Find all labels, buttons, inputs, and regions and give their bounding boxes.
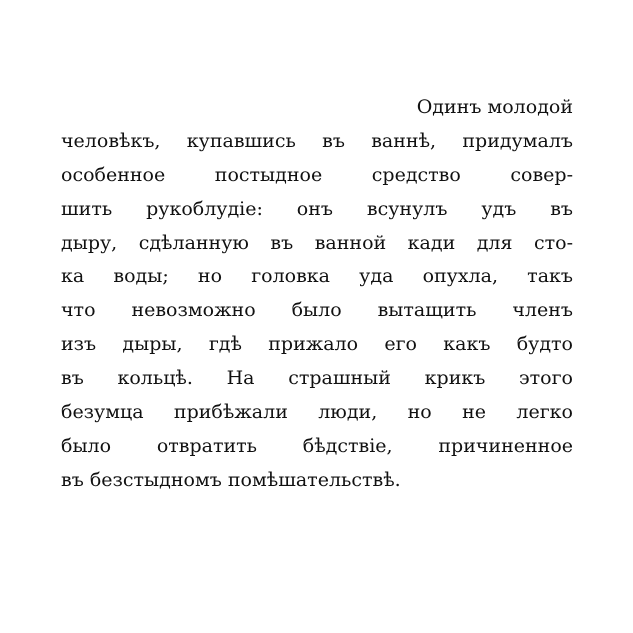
text-line-10: безумца прибѣжали люди, но не легко	[61, 401, 573, 424]
text-line-12: въ безстыдномъ помѣшательствѣ.	[61, 468, 401, 491]
text-line-8: изъ дыры, гдѣ прижало его какъ будто	[61, 333, 573, 356]
text-line-3: особенное постыдное средство совер-	[61, 163, 573, 186]
text-line-1: Одинъ молодой	[416, 96, 573, 118]
text-line-5: дыру, сдѣланную въ ванной кади для сто-	[61, 231, 573, 254]
text-line-7: что невозможно было вытащить членъ	[61, 299, 573, 322]
text-line-6: ка воды; но головка уда опухла, такъ	[61, 265, 573, 288]
text-line-2: человѣкъ, купавшись въ ваннѣ, придумалъ	[61, 129, 573, 152]
paragraph	[61, 91, 573, 498]
text-line-11: было отвратить бѣдствіе, причиненное	[61, 434, 573, 457]
text-line-9: въ кольцѣ. На страшный крикъ этого	[61, 367, 573, 390]
text-line-4: шить рукоблудіе: онъ всунулъ удъ въ	[61, 197, 573, 220]
